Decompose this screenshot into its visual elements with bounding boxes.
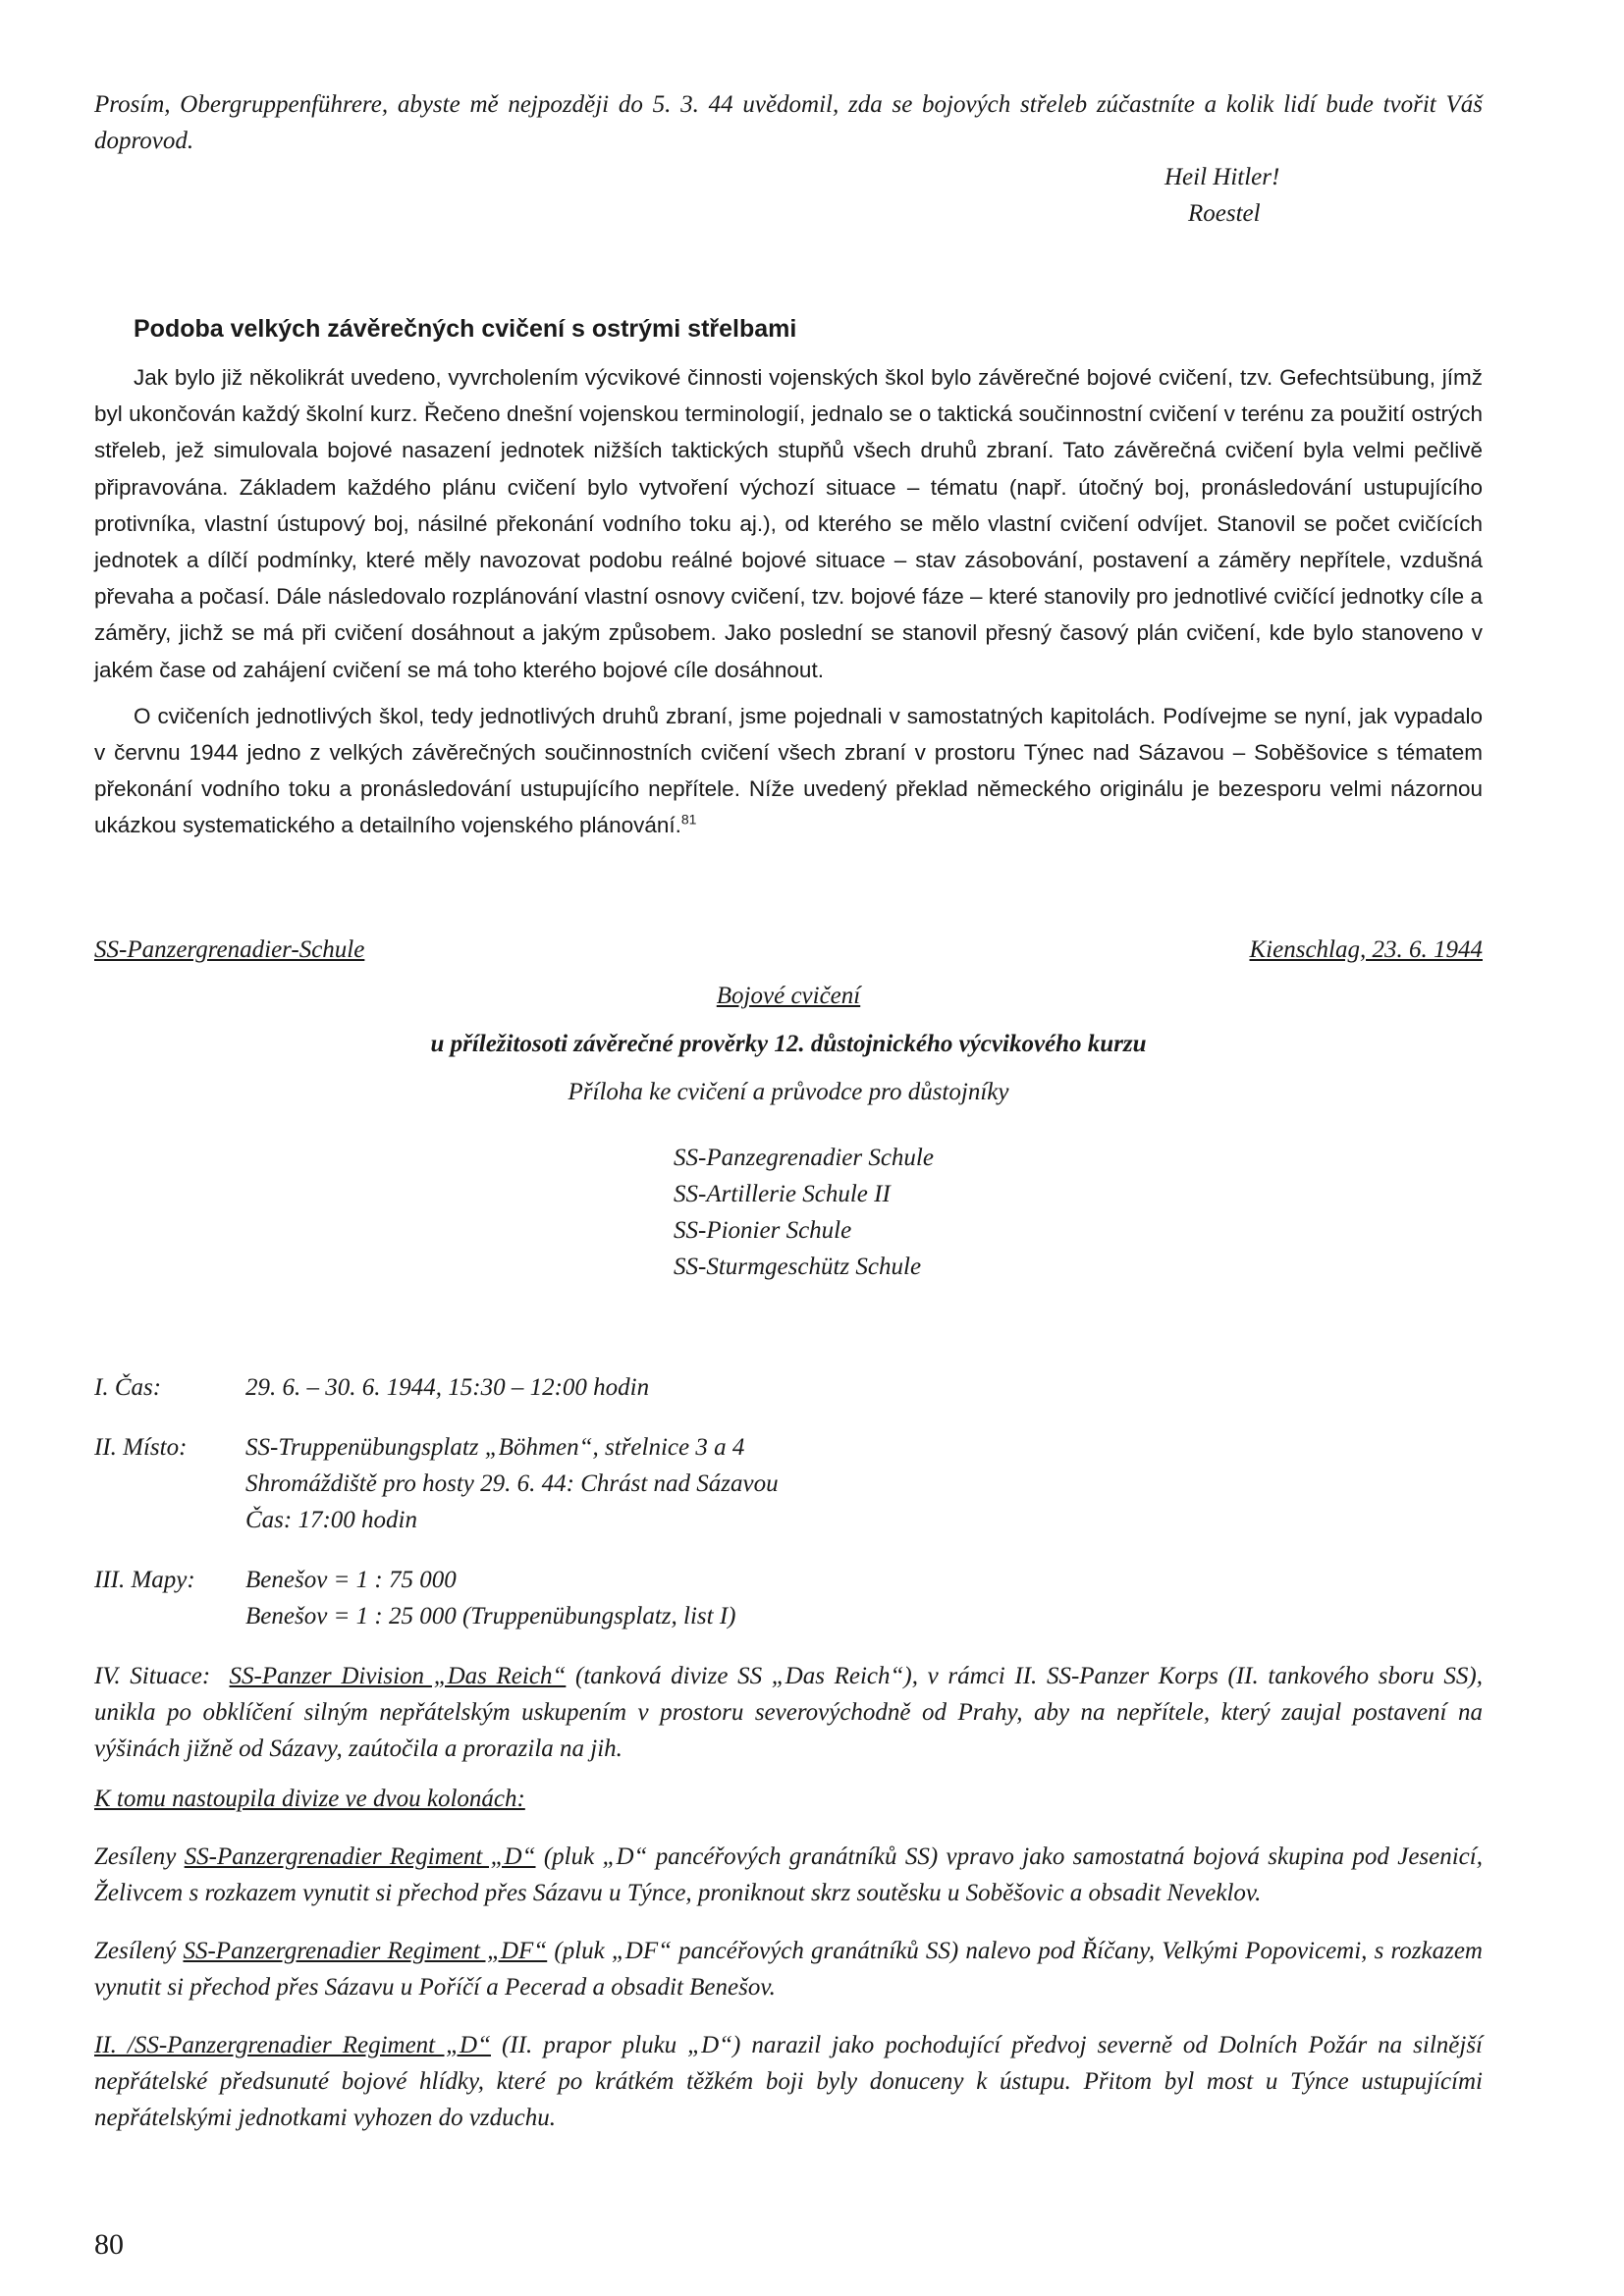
situation-label: IV. Situace: bbox=[94, 1662, 211, 1689]
paragraph-text: O cvičeních jednotlivých škol, tedy jednotlivých druhů zbraní, jsme pojednali v samostatných kapitolách. Podívejme se nyní, jak vypadalo v červnu 1944 jedno z velkých závěrečných součinnostních cvičení všech zbraní v prostoru Týnec nad Sázavou – Soběšovice s tématem překonání vodního toku a pronásledování ustupujícího nepřítele. Níže uvedený překlad německého originálu je bezesporu velmi názornou ukázkou systematického a detailního vojenského plánování. bbox=[94, 703, 1483, 838]
field-value-line: Čas: 17:00 hodin bbox=[245, 1506, 417, 1533]
field-label: III. Mapy: bbox=[94, 1566, 195, 1593]
document-annex: Příloha ke cvičení a průvodce pro důstojníky bbox=[568, 1078, 1009, 1105]
field-value-line: Benešov = 1 : 25 000 (Truppenübungsplatz, list I) bbox=[245, 1602, 736, 1629]
field-value-line: Benešov = 1 : 75 000 bbox=[245, 1566, 457, 1593]
letter-signature-block bbox=[1164, 159, 1483, 232]
situation-text: (tanková divize SS „Das Reich“), v rámci II. SS-Panzer Korps (II. tankového sboru SS), unikla po obklíčení silným nepřátelským uskupením v prostoru severovýchodně od Prahy, aby na nepřítele, který zaujal postavení na výšinách jižně od Sázavy, zaútočila a prorazila na jih. bbox=[94, 1662, 1483, 1762]
letter-body: Prosím, Obergruppenführere, abyste mě nejpozději do 5. 3. 44 uvědomil, zda se bojových střeleb zúčastníte a kolik lidí bude tvořit Váš doprovod. bbox=[94, 91, 1483, 154]
unit-item: SS-Pionier Schule bbox=[674, 1216, 852, 1244]
unit-item: SS-Artillerie Schule II bbox=[674, 1180, 891, 1207]
section-paragraph: Jak bylo již několikrát uvedeno, vyvrcholením výcvikové činnosti vojenských škol bylo závěrečné bojové cvičení, tzv. Gefechtsübung, jímž byl ukončován každý školní kurz. Řečeno dnešní vojenskou terminologií, jednalo se o taktická součinnostní cvičení v terénu za použití ostrých střeleb, jež simulovala bojové nasazení jednotek nižších taktických stupňů všech druhů zbraní. Tato závěrečná cvičení byla velmi pečlivě připravována. Základem každého plánu cvičení bylo vytvoření výchozí situace – tématu (např. útočný boj, pronásledování ustupujícího protivníka, vlastní ústupový boj, násilné překonání vodního toku aj.), od kterého se mělo vlastní cvičení odvíjet. Stanovil se počet cvičících jednotek a dílčí podmínky, které měly navozovat podobu reálné bojové situace – stav zásobování, postavení a záměry nepřítele, vzdušná převaha a počasí. Dále následovalo rozplánování vlastní osnovy cvičení, tzv. bojové fáze – které stanovily pro jednotlivé cvičící jednotky cíle a záměry, jichž se má při cvičení dosáhnout a jakým způsobem. Jako poslední se stanovil přesný časový plán cvičení, kde bylo stanoveno v jakém čase od zahájení cvičení se má toho kterého bojové cíle dosáhnout. bbox=[94, 365, 1483, 682]
page-number: 80 bbox=[94, 2228, 124, 2261]
document-title: Bojové cvičení bbox=[716, 982, 861, 1009]
field-place bbox=[94, 1429, 1483, 1538]
field-label: II. Místo: bbox=[94, 1433, 188, 1461]
field-value-line: Shromáždiště pro hosty 29. 6. 44: Chrást nad Sázavou bbox=[245, 1469, 779, 1497]
document-subtitle: u příležitosoti závěrečné prověrky 12. důstojnického výcvikového kurzu bbox=[430, 1030, 1147, 1057]
section-heading: Podoba velkých závěrečných cvičení s ostrými střelbami bbox=[134, 315, 797, 343]
field-label: I. Čas: bbox=[94, 1373, 162, 1401]
unit-item: SS-Panzegrenadier Schule bbox=[674, 1144, 934, 1171]
field-value bbox=[245, 1562, 735, 1634]
column-text: (pluk „DF“ pancéřových granátníků SS) nalevo pod Říčany, Velkými Popovicemi, s rozkazem vynutit si přechod přes Sázavu u Poříčí a Pecerad a obsadit Benešov. bbox=[94, 1937, 1483, 2001]
footnote-reference: 81 bbox=[680, 811, 697, 828]
document-fields bbox=[94, 1369, 1483, 1634]
unit-item: SS-Sturmgeschütz Schule bbox=[674, 1253, 922, 1280]
column-unit: SS-Panzergrenadier Regiment „D“ bbox=[184, 1842, 536, 1870]
column-unit: SS-Panzergrenadier Regiment „DF“ bbox=[183, 1937, 548, 1964]
column-text: (pluk „D“ pancéřových granátníků SS) vpravo jako samostatná bojová skupina pod Jesenicí, Želivcem s rozkazem vynutit si přechod přes Sázavu u Týnce, proniknout skrz soutěsku u Soběšovic a obsadit Neveklov. bbox=[94, 1842, 1483, 1906]
field-maps bbox=[94, 1562, 1483, 1634]
exercise-document bbox=[94, 933, 1483, 2136]
document-school: SS-Panzergrenadier-Schule bbox=[94, 935, 365, 963]
column-prefix: Zesíleny bbox=[94, 1842, 185, 1870]
column-paragraph bbox=[94, 1839, 1483, 1911]
page-content bbox=[94, 86, 1483, 2136]
participating-units bbox=[674, 1140, 1483, 1285]
field-value bbox=[245, 1369, 649, 1406]
section-body bbox=[94, 359, 1483, 844]
field-value-line: SS-Truppenübungsplatz „Böhmen“, střelnice 3 a 4 bbox=[245, 1433, 745, 1461]
field-value bbox=[245, 1429, 779, 1538]
section-paragraph bbox=[94, 698, 1483, 844]
letter-signature: Roestel bbox=[1188, 200, 1261, 227]
document-place-date: Kienschlag, 23. 6. 1944 bbox=[1249, 935, 1483, 963]
column-paragraph bbox=[94, 1933, 1483, 2005]
column-prefix: Zesílený bbox=[94, 1937, 184, 1964]
situation-paragraph bbox=[94, 1658, 1483, 1767]
vanguard-paragraph bbox=[94, 2027, 1483, 2136]
document-header bbox=[94, 933, 1483, 968]
vanguard-text: (II. prapor pluku „D“) narazil jako pochodující předvoj severně od Dolních Požár na silnější nepřátelské předsunuté bojové hlídky, které po krátkém těžkém boji byly donuceny k ústupu. Přitom byl most u Týnce ustupujícími nepřátelskými jednotkami vyhozen do vzduchu. bbox=[94, 2031, 1483, 2131]
situation-unit: SS-Panzer Division „Das Reich“ bbox=[229, 1662, 567, 1689]
letter-closing: Heil Hitler! bbox=[1164, 164, 1280, 190]
division-heading: K tomu nastoupila divize ve dvou kolonách: bbox=[94, 1785, 525, 1812]
field-time bbox=[94, 1369, 1483, 1406]
vanguard-unit: II. /SS-Panzergrenadier Regiment „D“ bbox=[94, 2031, 491, 2058]
field-value-line: 29. 6. – 30. 6. 1944, 15:30 – 12:00 hodin bbox=[245, 1373, 650, 1401]
